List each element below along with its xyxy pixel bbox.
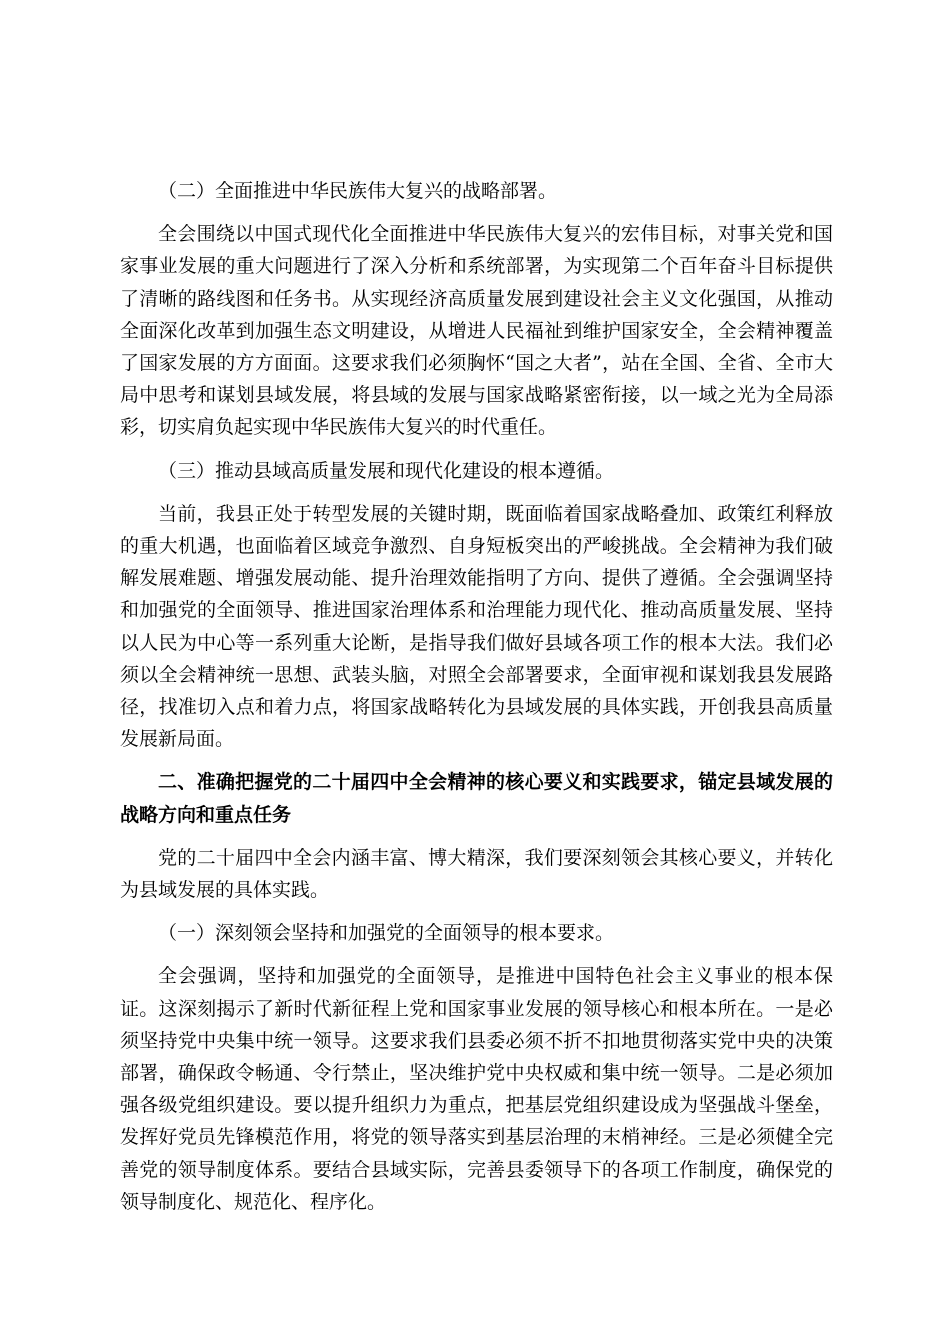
paragraph-fundamental-guidance: 当前，我县正处于转型发展的关键时期，既面临着国家战略叠加、政策红利释放的重大机遇，也面临着区域竞争激烈、自身短板突出的严峻挑战。全会精神为我们破解发展难题、增强发展动能、提升治理效能指明了方向、提供了遵循。全会强调坚持和加强党的全面领导、推进国家治理体系和治理能力现代化、推动高质量发展、坚持以人民为中心等一系列重大论断，是指导我们做好县域各项工作的根本大法。我们必须以全会精神统一思想、武装头脑，对照全会部署要求，全面审视和谋划我县发展路径，找准切入点和着力点，将国家战略转化为县域发展的具体实践，开创我县高质量发展新局面。 <box>120 502 833 751</box>
paragraph-party-leadership: 全会强调，坚持和加强党的全面领导，是推进中国特色社会主义事业的根本保证。这深刻揭示了新时代新征程上党和国家事业发展的领导核心和根本所在。一是必须坚持党中央集中统一领导。这要求我们县委必须不折不扣地贯彻落实党中央的决策部署，确保政令畅通、令行禁止，坚决维护党中央权威和集中统一领导。二是必须加强各级党组织建设。要以提升组织力为重点，把基层党组织建设成为坚强战斗堡垒，发挥好党员先锋模范作用，将党的领导落实到基层治理的末梢神经。三是必须健全完善党的领导制度体系。要结合县域实际，完善县委领导下的各项工作制度，确保党的领导制度化、规范化、程序化。 <box>120 965 833 1213</box>
paragraph-section-intro: 党的二十届四中全会内涵丰富、博大精深，我们要深刻领会其核心要义，并转化为县域发展的具体实践。 <box>120 846 833 902</box>
paragraph-strategic-deployment: 全会围绕以中国式现代化全面推进中华民族伟大复兴的宏伟目标，对事关党和国家事业发展的重大问题进行了深入分析和系统部署，为实现第二个百年奋斗目标提供了清晰的路线图和任务书。从实现经济高质量发展到建设社会主义文化强国，从推动全面深化改革到加强生态文明建设，从增进人民福祉到维护国家安全，全会精神覆盖了国家发展的方方面面。这要求我们必须胸怀“国之大者”，站在全国、全省、全市大局中思考和谋划县域发展，将县域的发展与国家战略紧密衔接，以一域之光为全局添彩，切实肩负起实现中华民族伟大复兴的时代重任。 <box>120 223 833 439</box>
subsection-title-1: （一）深刻领会坚持和加强党的全面领导的根本要求。 <box>158 922 615 945</box>
document-page <box>120 175 833 1218</box>
subsection-title-2: （二）全面推进中华民族伟大复兴的战略部署。 <box>158 180 558 202</box>
section-heading-2: 二、准确把握党的二十届四中全会精神的核心要义和实践要求，锚定县域发展的战略方向和重点任务 <box>120 771 833 826</box>
subsection-title-3: （三）推动县域高质量发展和现代化建设的根本遵循。 <box>158 459 615 482</box>
